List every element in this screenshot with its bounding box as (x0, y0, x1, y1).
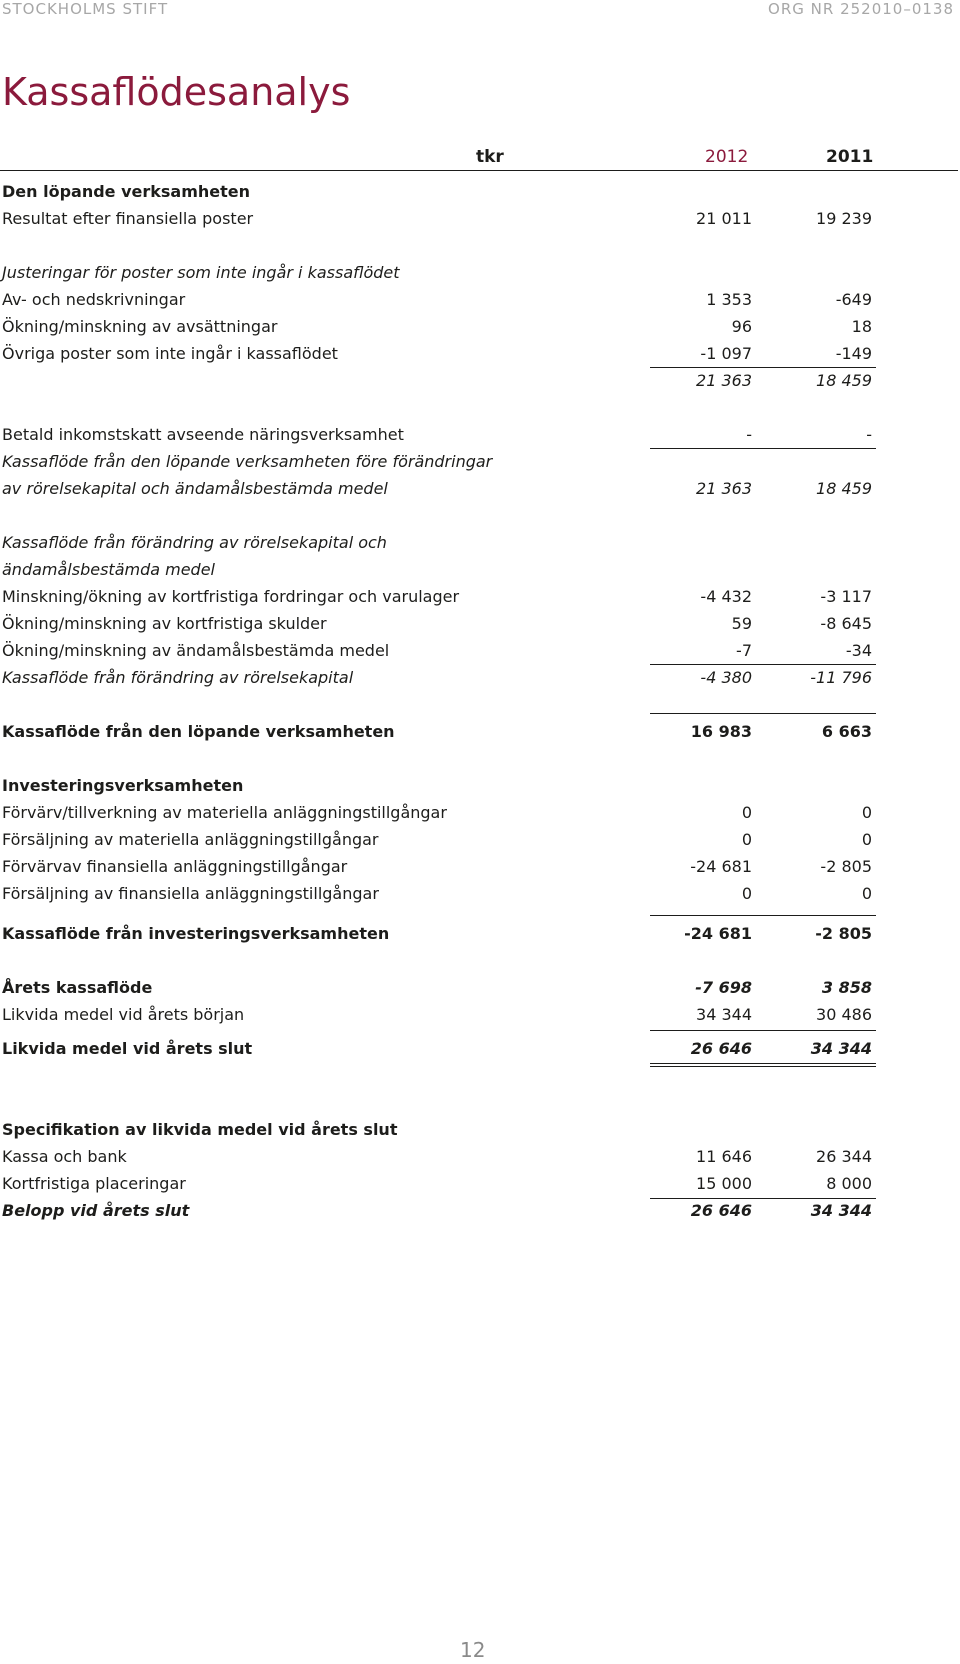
page-title: Kassaflödesanalys (2, 70, 351, 114)
double-rule-top (650, 1063, 876, 1064)
subtotal-rule (650, 664, 876, 665)
total-rule (650, 713, 876, 714)
year-2012-header: 2012 (705, 147, 749, 167)
subtotal-rule (650, 367, 876, 368)
organization-name: STOCKHOLMS STIFT (2, 0, 169, 18)
double-rule-bottom (650, 1066, 876, 1067)
year-2011-header: 2011 (826, 147, 874, 167)
unit-header: tkr (476, 147, 504, 167)
total-rule (650, 1198, 876, 1199)
organization-number: ORG NR 252010–0138 (768, 0, 954, 18)
page-number: 12 (460, 1638, 486, 1662)
subtotal-rule (650, 448, 876, 449)
header-divider (0, 170, 958, 171)
total-rule (650, 915, 876, 916)
total-rule (650, 1030, 876, 1031)
